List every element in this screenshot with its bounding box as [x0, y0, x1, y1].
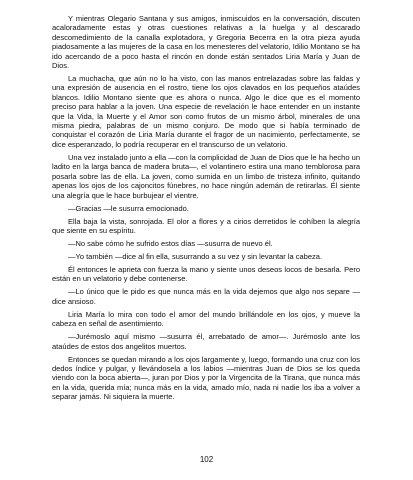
paragraph-11: —Jurémoslo aquí mismo —susurra él, arrebatado de amor—. Jurémoslo ante los ataúdes de estos dos angelitos muertos.: [52, 332, 360, 351]
paragraph-6: —No sabe cómo he sufrido estos días —susurra de nuevo él.: [68, 238, 273, 248]
page-number: 102: [199, 455, 214, 464]
paragraph-1: Y mientras Olegario Santana y sus amigos, inmiscuidos en la conversación, discuten acaloradamente estas y otras cuestiones relativas a la huelga y al descarado descomedimiento de la canalla explotadora, y Gregoria Becerra en la otra pieza ayuda piadosamente a las mujeres de la casa en los menesteres del velatorio, Idilio Montano se ha ido acercando de a poco hasta el rincón en donde están sentados Liria María y Juan de Dios.: [52, 14, 360, 71]
paragraph-5: Ella baja la vista, sonrojada. El olor a flores y a cirios derretidos le cohíben la alegría que siente en su espíritu.: [52, 216, 360, 235]
paragraph-8: Él entonces le aprieta con fuerza la mano y siente unos deseos locos de besarla. Pero están en un velatorio y debe contenerse.: [52, 264, 360, 284]
paragraph-3: Una vez instalado junto a ella —con la complicidad de Juan de Dios que le ha hecho un ladito en la larga banca de madera bruta—, el volantinero estira una mano temblorosa para posarla sobre las de ella. La joven, como sumida en un limbo de tristeza infinito, quitando apenas los ojos de los cajoncitos fúnebres, no hace ningún ademán de retirarlas. Él siente una alegría que le hace burbujear el vientre.: [52, 152, 360, 200]
paragraph-12: Entonces se quedan mirando a los ojos largamente y, luego, formando una cruz con los dedos índice y pulgar, y llevándosela a los labios —mientras Juan de Dios se los queda viendo con la boca abierta—, juran por Dios y por la Virgencita de la Tirana, que nunca más en la vida, querida mía; nunca más en la vida, amado mío, nada ni nadie los iba a volver a separar jamás. Ni siquiera la muerte.: [52, 354, 360, 402]
paragraph-10: Liria María lo mira con todo el amor del mundo brillándole en los ojos, y mueve la cabeza en señal de asentimiento.: [52, 309, 360, 329]
paragraph-4: —Gracias —le susurra emocionado.: [68, 203, 189, 213]
page-body: [52, 14, 360, 405]
paragraph-9: —Lo único que le pido es que nunca más en la vida dejemos que algo nos separe —dice ansioso.: [52, 287, 360, 306]
paragraph-7: —Yo también —dice al fin ella, susurrando a su vez y sin levantar la cabeza.: [68, 251, 323, 261]
paragraph-2: La muchacha, que aún no lo ha visto, con las manos entrelazadas sobre las faldas y una expresión de ausencia en el rostro, tiene los ojos clavados en los pequeños ataúdes blancos. Idilio Montano siente que es ahora o nunca. Algo le dice que es el momento preciso para hablar a la joven. Una especie de revelación le hace entender en un instante que la Vida, la Muerte y el Amor son como frutos de un mismo árbol, minerales de una misma piedra, palabras de un mismo conjuro. De modo que si había terminado de conquistar el corazón de Liria María durante el fragor de un nacimiento, perfectamente, se dice esperanzado, lo podría recuperar en el transcurso de un velatorio.: [52, 74, 360, 149]
